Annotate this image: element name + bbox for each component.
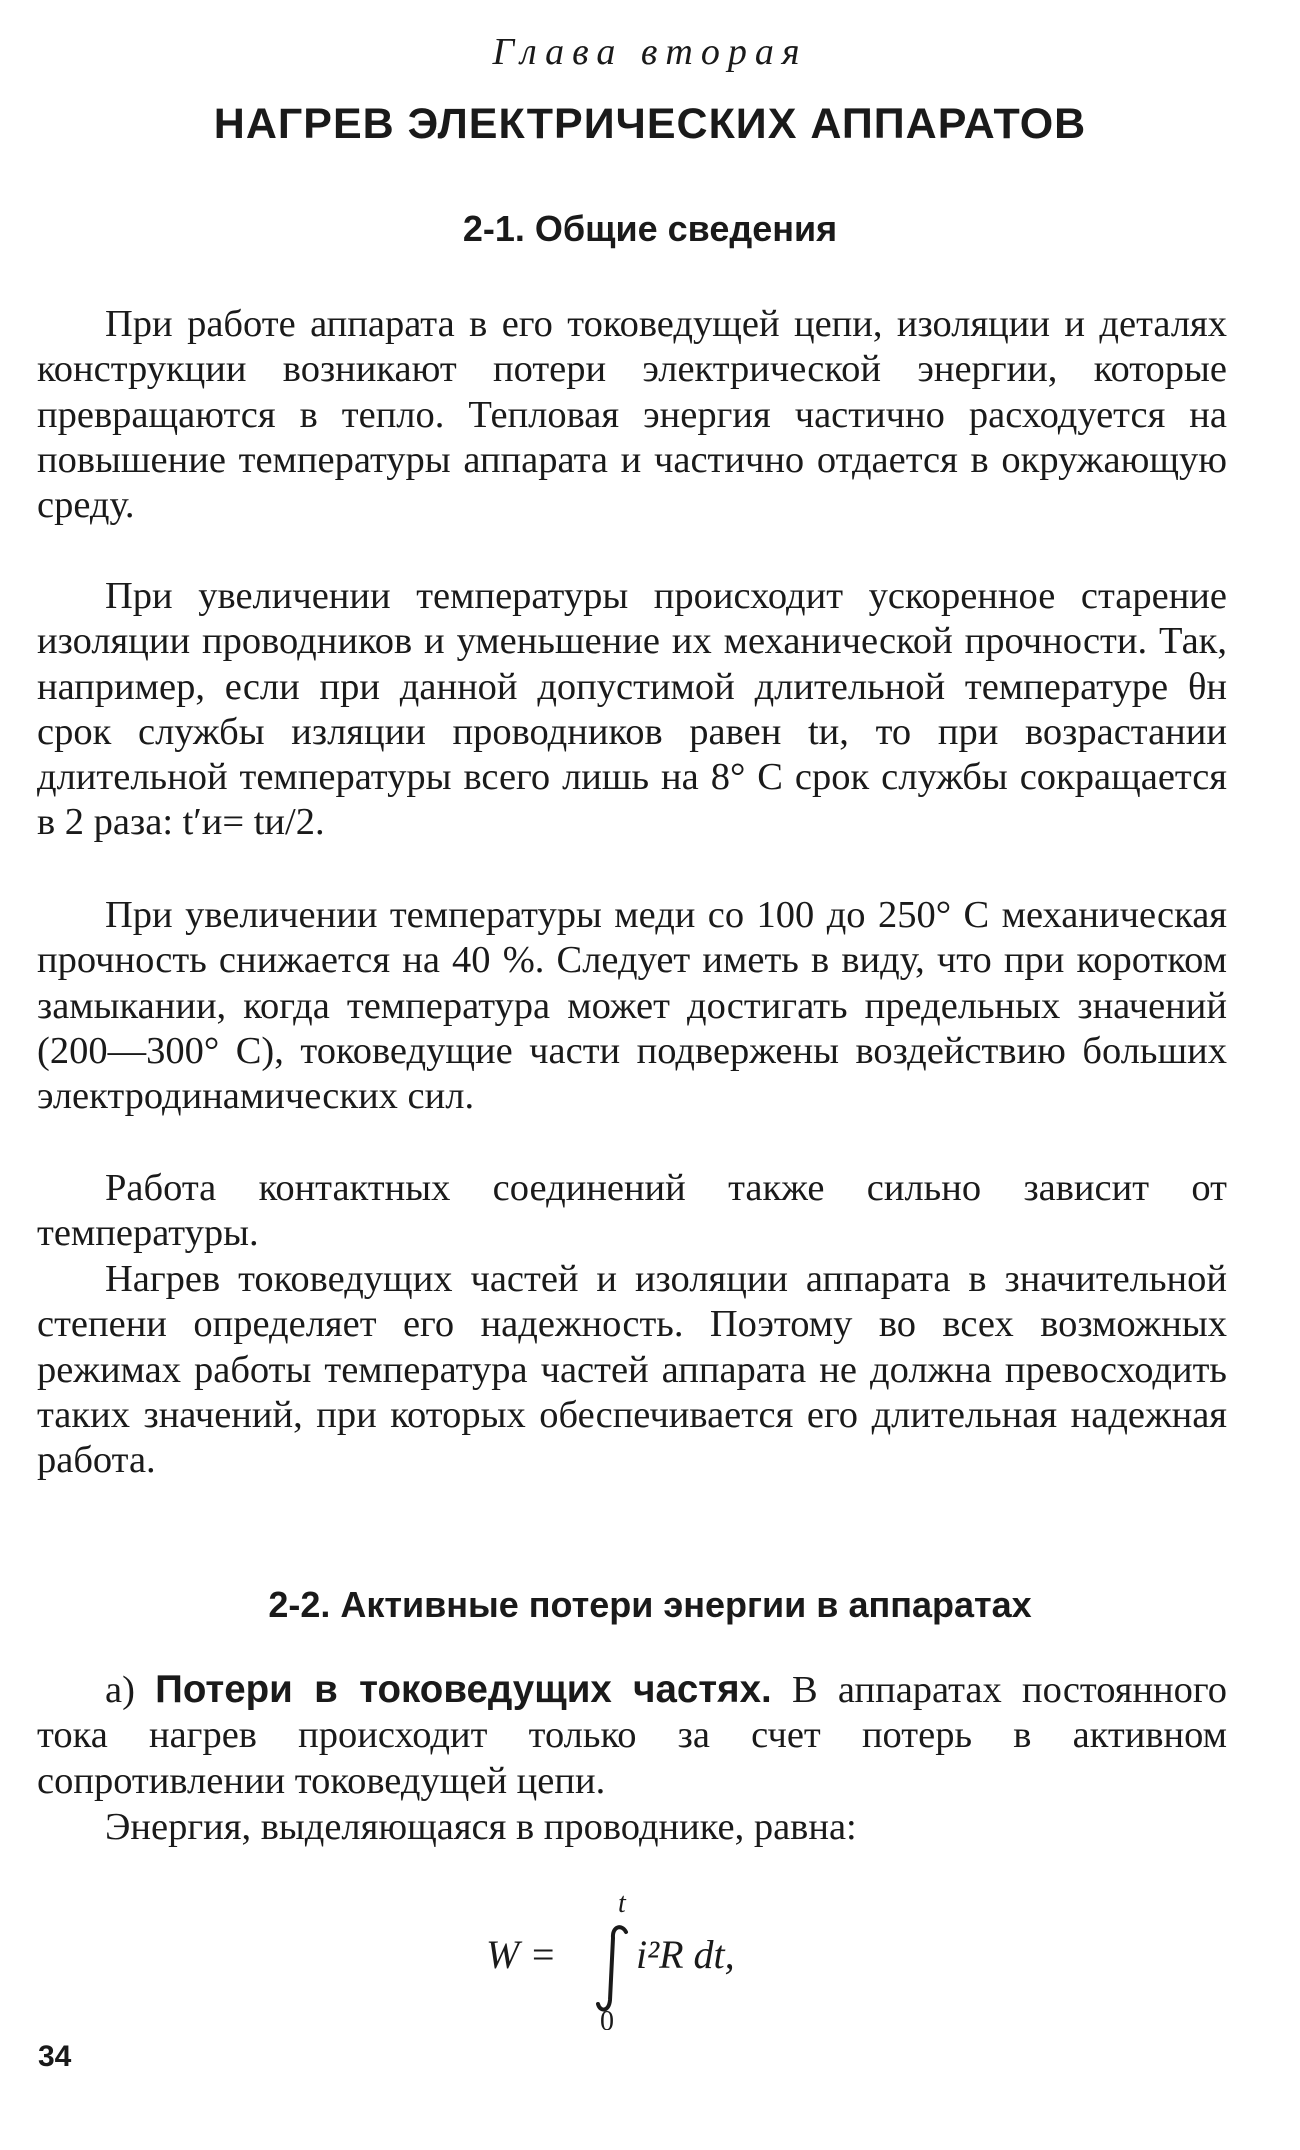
paragraph-losses (37, 1667, 1227, 1804)
chapter-label: Глава вторая (492, 31, 808, 73)
integral-sign-icon (598, 1927, 626, 2009)
paragraph: При работе аппарата в его токоведущей цепи, изоляции и деталях конструкции возникают потери электрической энергии, которые превращаются в тепло. Тепловая энергия частично расходуется на повышение температуры аппарата и частично отдается в окружающую среду. (37, 303, 1227, 527)
paragraph-text: В аппаратах постоянного тока нагрев происходит только за счет потерь в активном сопротивлении токоведущей цепи. (37, 1669, 1227, 1802)
paragraph-lead-bold: Потери в токоведущих частях. (155, 1668, 772, 1711)
item-letter: а) (105, 1669, 156, 1711)
energy-integral-formula (430, 1880, 830, 2030)
formula-lower-limit: 0 (600, 2006, 614, 2030)
section-title-2-2: 2-2. Активные потери энергии в аппаратах (268, 1584, 1032, 1625)
section-title-2-1: 2-1. Общие сведения (462, 208, 838, 249)
formula-lhs: W = (486, 1932, 557, 1977)
paragraph-energy: Энергия, выделяющаяся в проводнике, равна: (105, 1806, 857, 1848)
page-number: 34 (38, 2040, 72, 2073)
paragraph: Нагрев токоведущих частей и изоляции аппарата в значительной степени определяет его надежность. Поэтому во всех возможных режимах работы температура частей аппарата не должна превосходить таких значений, при которых обеспечивается его длительная надежная работа. (37, 1258, 1227, 1482)
paragraph: При увеличении температуры происходит ускоренное старение изоляции проводников и уменьшение их механической прочности. Так, например, если при данной допустимой длительной температуре θн срок службы изляции проводников равен tи, то при возрастании длительной температуры всего лишь на 8° С срок службы сокращается в 2 раза: t′и= tи/2. (37, 575, 1227, 844)
formula-integrand: i²R dt, (636, 1932, 735, 1977)
chapter-title: НАГРЕВ ЭЛЕКТРИЧЕСКИХ АППАРАТОВ (213, 100, 1087, 148)
formula-upper-limit: t (618, 1888, 626, 1919)
paragraph: При увеличении температуры меди со 100 до 250° С механическая прочность снижается на 40 %. Следует иметь в виду, что при коротком замыкании, когда температура может достигать предельных значений (200—300° С), токоведущие части подвержены воздействию больших электродинамических сил. (37, 894, 1227, 1118)
paragraph: Работа контактных соединений также сильно зависит от температуры. (37, 1167, 1227, 1255)
